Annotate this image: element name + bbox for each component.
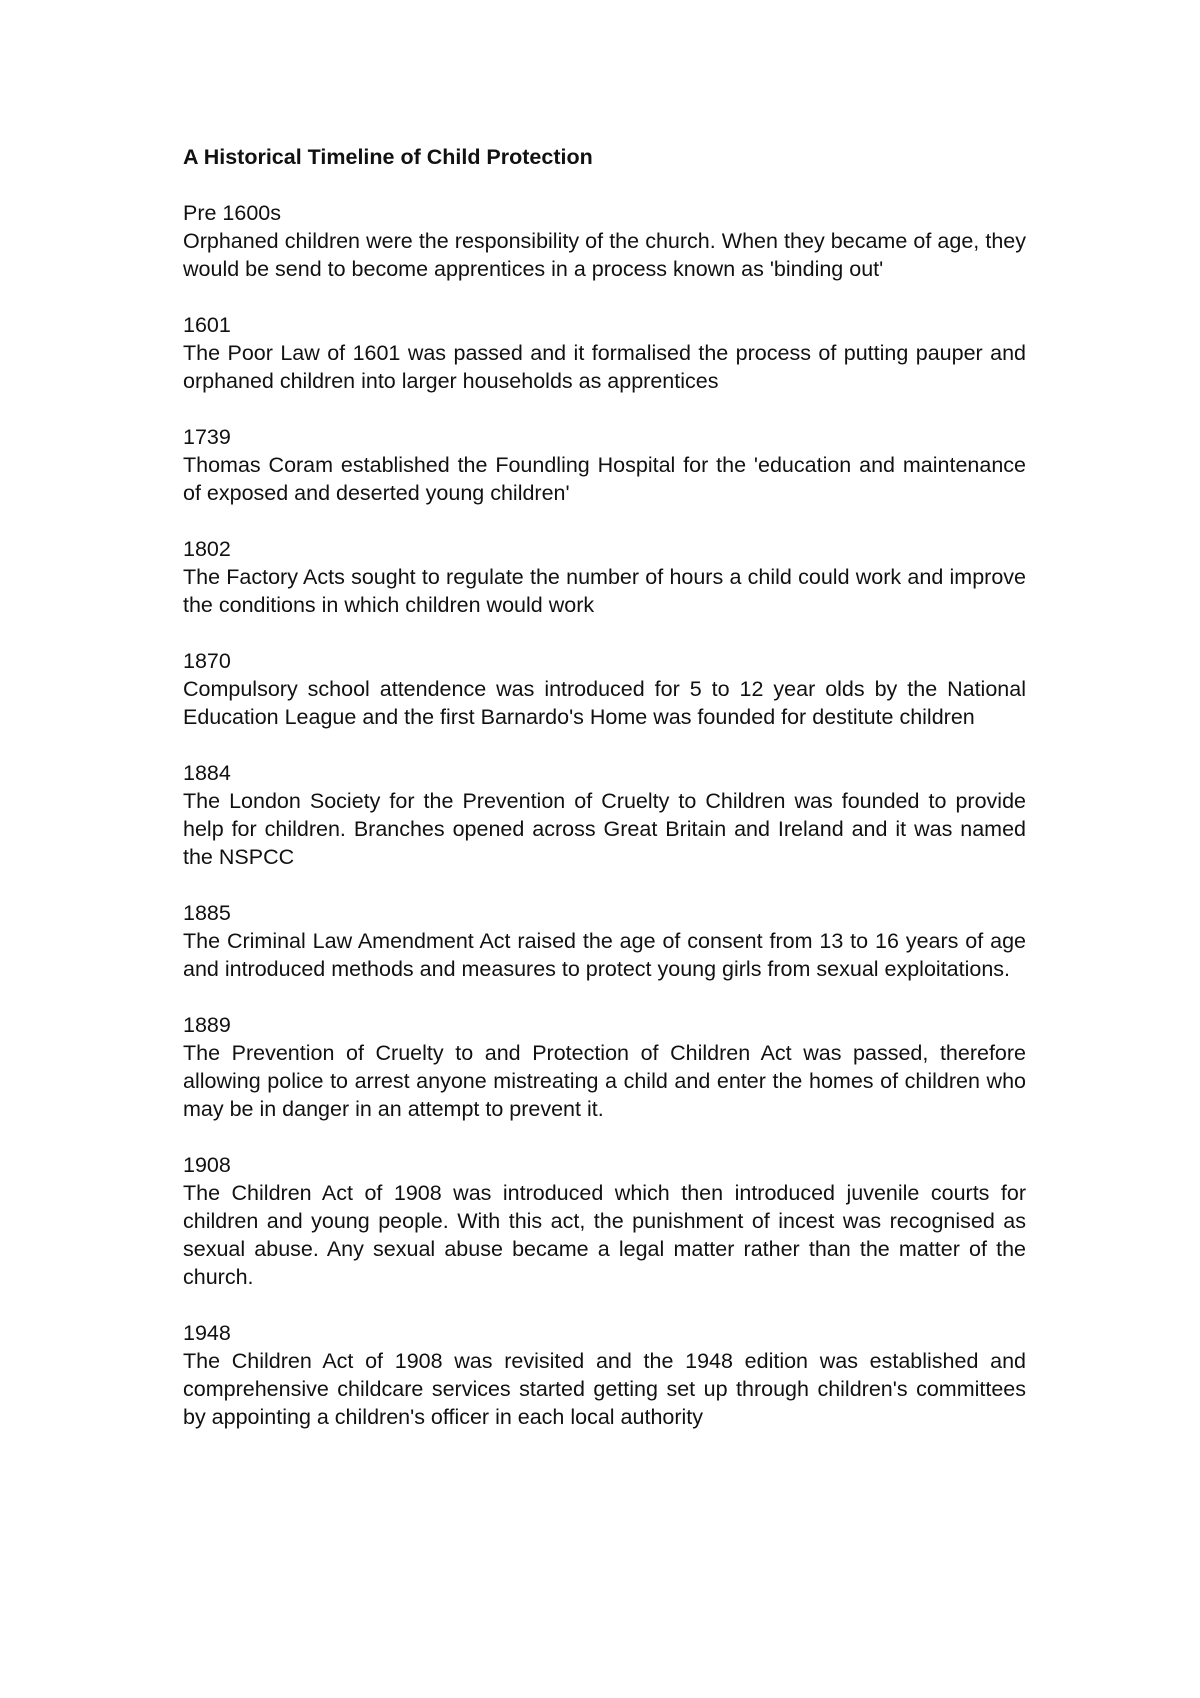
timeline-year: 1948 [183, 1321, 231, 1345]
timeline-year: 1601 [183, 313, 231, 337]
timeline-entry [183, 423, 1026, 507]
timeline-year: 1908 [183, 1153, 231, 1177]
timeline-year: 1885 [183, 901, 231, 925]
document-title: A Historical Timeline of Child Protection [183, 145, 593, 169]
timeline-text: Compulsory school attendence was introduced for 5 to 12 year olds by the National Education League and the first Barnardo's Home was founded for destitute children [183, 677, 1026, 729]
timeline-text: The Factory Acts sought to regulate the number of hours a child could work and improve the conditions in which children would work [183, 565, 1026, 617]
timeline-entry [183, 899, 1026, 983]
timeline-entry [183, 1011, 1026, 1123]
timeline-entry [183, 647, 1026, 731]
timeline-text: The Criminal Law Amendment Act raised the age of consent from 13 to 16 years of age and introduced methods and measures to protect young girls from sexual exploitations. [183, 929, 1026, 981]
timeline-entry [183, 199, 1026, 283]
timeline-entry [183, 759, 1026, 871]
timeline-text: The Children Act of 1908 was introduced which then introduced juvenile courts for children and young people. With this act, the punishment of incest was recognised as sexual abuse. Any sexual abuse became a legal matter rather than the matter of the church. [183, 1181, 1026, 1289]
timeline-entry [183, 1319, 1026, 1431]
timeline-year: 1802 [183, 537, 231, 561]
timeline-text: The London Society for the Prevention of Cruelty to Children was founded to provide help for children. Branches opened across Great Britain and Ireland and it was named the NSPCC [183, 789, 1026, 869]
timeline-year: 1884 [183, 761, 231, 785]
document-body [183, 143, 1026, 1459]
timeline-text: Orphaned children were the responsibility of the church. When they became of age, they would be send to become apprentices in a process known as 'binding out' [183, 229, 1026, 281]
timeline-entry [183, 535, 1026, 619]
timeline-entry [183, 311, 1026, 395]
timeline-text: Thomas Coram established the Foundling Hospital for the 'education and maintenance of exposed and deserted young children' [183, 453, 1026, 505]
timeline-year: 1889 [183, 1013, 231, 1037]
timeline-year: Pre 1600s [183, 201, 282, 225]
timeline-year: 1739 [183, 425, 231, 449]
timeline-text: The Children Act of 1908 was revisited and the 1948 edition was established and comprehensive childcare services started getting set up through children's committees by appointing a children's officer in each local authority [183, 1349, 1026, 1429]
timeline-text: The Prevention of Cruelty to and Protection of Children Act was passed, therefore allowing police to arrest anyone mistreating a child and enter the homes of children who may be in danger in an attempt to prevent it. [183, 1041, 1026, 1121]
timeline-text: The Poor Law of 1601 was passed and it formalised the process of putting pauper and orphaned children into larger households as apprentices [183, 341, 1026, 393]
timeline-entry [183, 1151, 1026, 1291]
timeline-year: 1870 [183, 649, 231, 673]
